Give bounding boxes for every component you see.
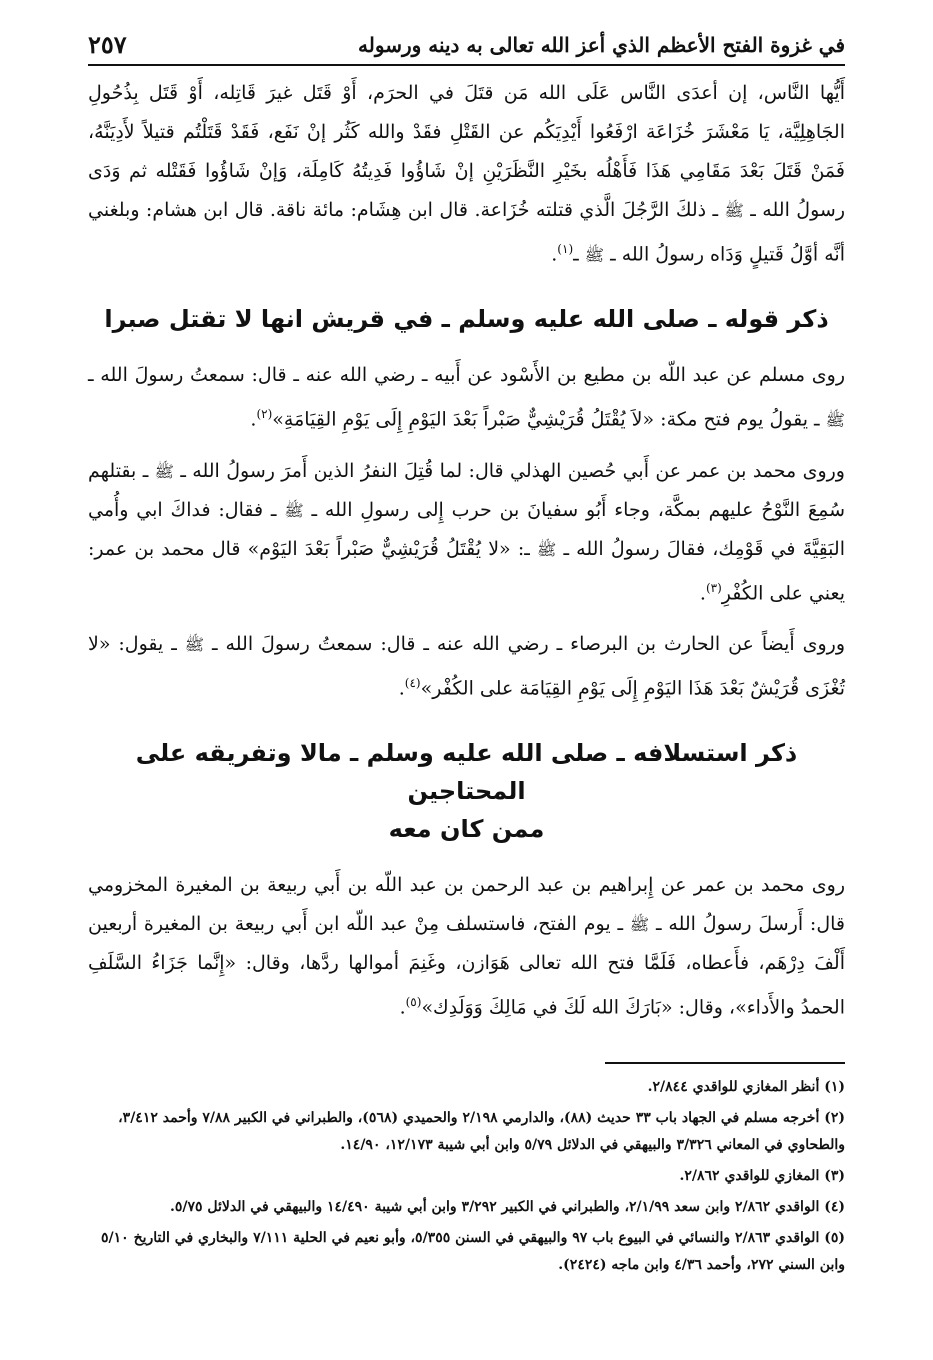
- footnote: (١) أنظر المغازي للواقدي ٢/٨٤٤.: [647, 1078, 845, 1095]
- salawat-glyph: ﷺ: [825, 410, 845, 430]
- text-run: وروى محمد بن عمر عن أَبي حُصين الهذلي قال: لما قُتِلَ النفرُ الذين أَمرَ رسولُ الله ـ: [173, 459, 845, 482]
- footnote-separator: [605, 1062, 845, 1064]
- body-paragraph: [88, 866, 845, 1027]
- body-paragraph: [88, 74, 845, 274]
- footnote-reference: (٣): [705, 580, 722, 595]
- footnote-reference: (٥): [405, 995, 422, 1010]
- text-run: ـ يقولُ يوم فتح مكة: «لاَ يُقْتَلُ قُرَيْشِيٌّ صَبْراً بَعْدَ اليَوْمِ إِلَى يَوْمِ القِيَامَةِ»: [272, 408, 826, 431]
- salawat-glyph: ﷺ: [724, 201, 744, 220]
- body-text: [88, 74, 845, 1028]
- text-run: ـ يوم الفتح، فاستسلف مِنْ عبد اللّه ابن أَبي ربيعة بن المغيرة أربعين أَلْفَ دِرْهَم، فأَعطاه، فَلَمَّا فتح الله تعالى هَوَازن، وغَنِمَ أموالها ردَّها، وقال: «إِنَّما جَزَاءُ السَّلَفِ الحمدُ والأَداء»، وقال: «بَارَكَ الله لَكَ في مَالِكَ وَوَلَدِك»: [88, 913, 845, 1019]
- text-run: روى محمد بن عمر عن إِبراهيم بن عبد الرحمن بن عبد اللّه بن أَبي ربيعة بن المغيرة المخزومي قال: أَرسلَ رسولُ الله ـ: [88, 874, 845, 936]
- text-run: .: [399, 996, 406, 1019]
- section-heading: [88, 734, 845, 848]
- footnote-reference: (٤): [404, 675, 421, 690]
- salawat-glyph: ﷺ: [284, 500, 304, 520]
- salawat-glyph: ﷺ: [154, 461, 174, 481]
- text-run: ـ: [573, 243, 585, 266]
- salawat-glyph: ﷺ: [536, 539, 557, 559]
- text-run: ـ يقول: «لا تُغْزَى قُرَيْشٌ بَعْدَ هَذَا اليَوْمِ إِلَى يَوْمِ القِيَامَة على الكُفْر»: [88, 632, 845, 700]
- running-title: في غزوة الفتح الأعظم الذي أعز الله تعالى به دينه ورسوله: [358, 33, 845, 57]
- footnotes: [88, 1074, 845, 1279]
- footnote: (٤) الواقدي ٢/٨٦٢ وابن سعد ٢/١/٩٩، والطبراني في الكبير ٣/٢٩٢ وابن أبي شيبة ١٤/٤٩٠ والبيهقي في الدلائل ٥/٧٥.: [170, 1198, 845, 1215]
- body-paragraph: [88, 625, 845, 708]
- footnote-reference: (٢): [256, 407, 273, 422]
- text-run: ـ ذلكَ الرَّجُلَ الَّذي قتلته خُزَاعة. قال ابن هِشَام: مائة ناقة. قال ابن هشام: وبلغني أنَّه أوَّلُ قَتيلٍ وَدَاه رسولُ الله ـ: [88, 199, 845, 266]
- text-run: وروى أَيضاً عن الحارث بن البرصاء ـ رضي الله عنه ـ قال: سمعتُ رسولَ الله ـ: [204, 632, 845, 655]
- salawat-glyph: ﷺ: [184, 634, 205, 654]
- body-paragraph: [88, 356, 845, 439]
- salawat-glyph: ﷺ: [584, 245, 605, 265]
- footnote: (٣) المغازي للواقدي ٢/٨٦٢.: [679, 1167, 845, 1184]
- footnote-reference: (١): [557, 242, 574, 256]
- page-number: ٢٥٧: [88, 30, 127, 59]
- body-paragraph: [88, 452, 845, 613]
- text-run: روى مسلم عن عبد اللّه بن مطيع بن الأَسْود عن أَبيه ـ رضي الله عنه ـ قال: سمعتُ رسولَ الله ـ: [88, 364, 845, 387]
- text-run: ـ فقال: فداكَ ابي وأُمي البَقِيَّةَ في قَوْمِك، فقالَ رسولُ الله ـ: [88, 498, 845, 560]
- text-run: ـ: «لا يُقْتَلُ قُرَيْشِيٌّ صَبْراً بَعْدَ اليَوْم» قال محمد بن عمر: يعني على الكُفْرِ: [88, 537, 845, 604]
- text-run: .: [699, 581, 706, 604]
- section-heading-line: ذكر قوله ـ صلى الله عليه وسلم ـ في قريش انها لا تقتل صبرا: [104, 305, 829, 334]
- text-run: .: [250, 408, 257, 431]
- text-run: أَيُّها النَّاس، إن أعدَى النَّاس عَلَى الله مَن قتَلَ في الحرَم، أَوْ قَتَل غيرَ قَاتِله، أَوْ قَتَل بِذُحُولِ الجَاهِلِيَّة، يَا مَعْشَرَ خُزَاعَة ارْفَعُوا أَيْدِيَكُم عن القَتْلِ فقَدْ والله كَثُر إنْ نَفَع، فَقَدْ قَتَلْتُم قتيلاً لأَدِيَنَّهُ، فَمَنْ قَتَلَ بَعْدَ مَقَامِي هَذَا فَأَهْلُه بخَيْرِ النَّظَرَيْنِ إنْ شَاؤُوا فَدِيتُهُ كَامِلَة، وَإنْ شَاؤُوا فَقَتْله ثم وَدَى رسولُ الله ـ: [88, 82, 845, 221]
- section-heading: [88, 300, 845, 338]
- section-heading-line: ذكر استسلافه ـ صلى الله عليه وسلم ـ مالا وتفريقه على المحتاجين: [135, 739, 798, 806]
- footnote: (٢) أخرجه مسلم في الجهاد باب ٣٣ حديث (٨٨)، والدارمي ٢/١٩٨ والحميدي (٥٦٨)، والطبراني في الكبير ٧/٨٨ وأحمد ٣/٤١٢، والطحاوي في المعاني ٣/٣٢٦ والبيهقي في الدلائل ٥/٧٩ وابن أبي شيبة ١٢/١٧٣، ١٤/٩٠.: [118, 1109, 845, 1153]
- text-run: .: [398, 677, 405, 700]
- text-run: ـ بقتلهم سُمِعَ النَّوْحُ عليهم بمكَّة، وجاء أَبُو سفيانَ بن حرب إِلى رسولِ الله ـ: [88, 459, 845, 521]
- salawat-glyph: ﷺ: [629, 915, 650, 935]
- text-run: .: [551, 243, 558, 266]
- running-header: [88, 30, 845, 66]
- section-heading-line: ممن كان معه: [388, 815, 545, 844]
- footnote: (٥) الواقدي ٢/٨٦٣ والنسائي في البيوع باب ٩٧ والبيهقي في السنن ٥/٣٥٥، وأبو نعيم في الحلية ٧/١١١ والبخاري في التاريخ ٥/١٠ وابن السني ٢٧٢، وأحمد ٤/٣٦ وابن ماجه (٢٤٢٤).: [101, 1229, 845, 1273]
